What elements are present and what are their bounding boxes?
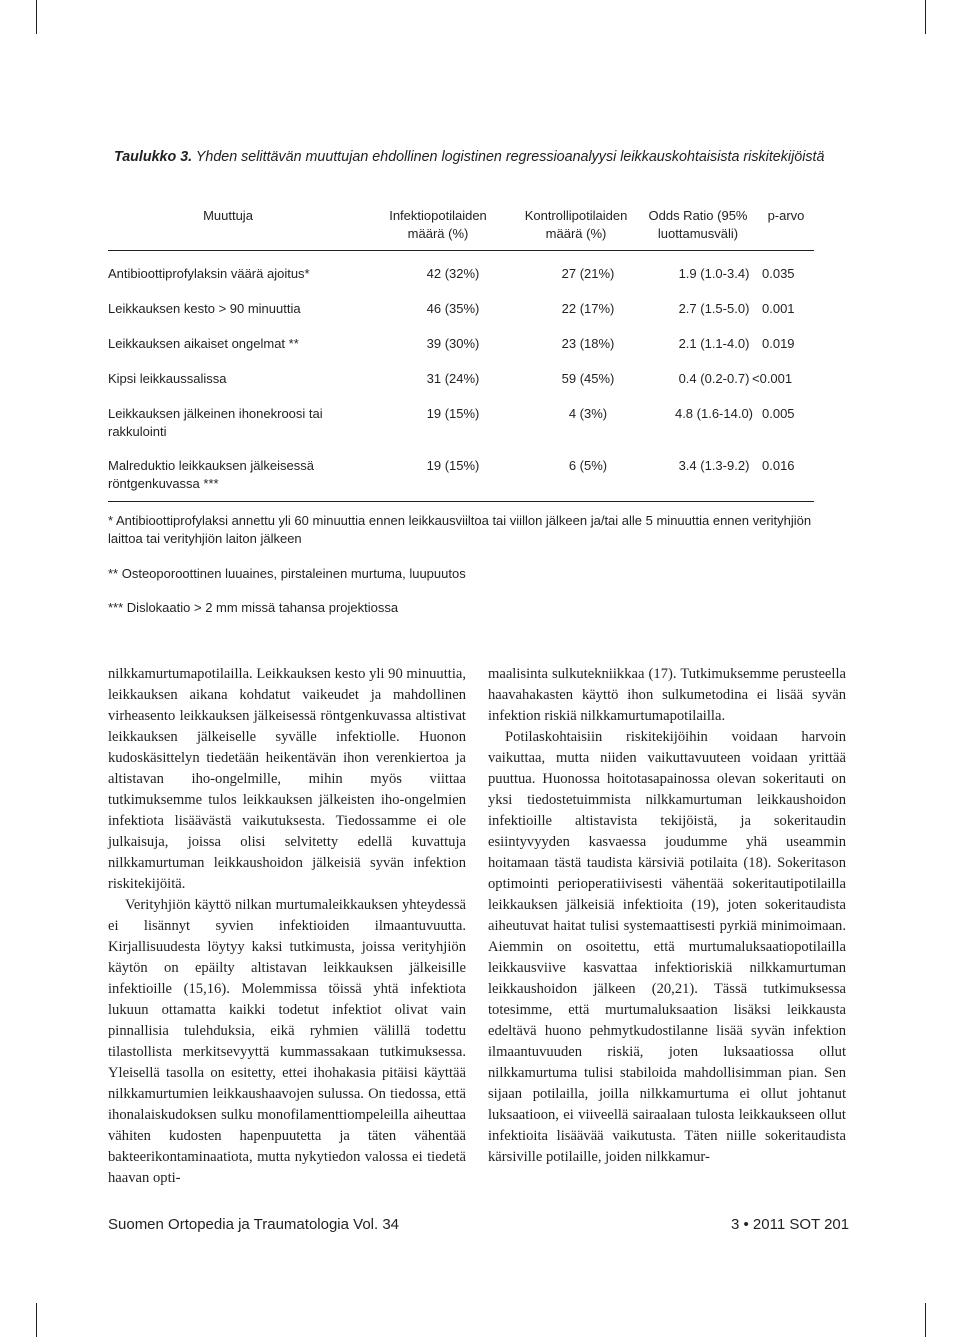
table-bottom-rule — [108, 501, 814, 502]
header-p-value: p-arvo — [767, 208, 805, 223]
paragraph: nilkkamurtumapotilailla. Leikkauksen kesto yli 90 minuuttia, leikkauksen aikana kohdatut vaikeudet ja mahdollinen virheasento leikkauksen jälkeisessä röntgenkuvassa altistivat leikkauksen jälkeiselle syvälle infektiolle. Huonon kudoskäsittelyn tiedetään heikentävän ihon verenkiertoa ja altistavan iho-ongelmille, mihin myös viittaa tutkimuksemme tulos leikkauksen jälkeisten iho-ongelmien infektiota lisäävästä vaikutuksesta. Tiedossamme ei ole julkaisuja, joissa olisi selvitetty edellä kuvattuja nilkkamurtuman leikkaushoidon jälkeisiä syvän infektion riskitekijöitä. — [108, 666, 466, 892]
table-top-rule — [108, 250, 814, 251]
row-p-value: 0.035 — [762, 266, 795, 281]
table-caption — [114, 149, 854, 165]
page-number: 3 • 2011 SOT 201 — [731, 1216, 850, 1233]
header-control-patients: Kontrollipotilaiden määrä (%) — [524, 208, 628, 241]
header-infection-patients: Infektiopotilaiden määrä (%) — [389, 208, 487, 241]
journal-footer: Suomen Ortopedia ja Traumatologia Vol. 34 — [108, 1216, 400, 1233]
row-infection: 46 (35%) — [426, 301, 480, 316]
table-header — [108, 200, 814, 250]
footnote: ** Osteoporoottinen luuaines, pirstaleinen murtuma, luupuutos — [108, 566, 466, 581]
crop-mark-top — [36, 0, 37, 34]
crop-mark-top — [925, 0, 926, 34]
row-label: Kipsi leikkaussalissa — [108, 371, 227, 386]
row-label: Leikkauksen kesto > 90 minuuttia — [108, 301, 301, 316]
row-odds-ratio: 2.7 (1.5-5.0) — [678, 301, 750, 316]
body-column-left — [108, 664, 466, 1189]
footnote: * Antibioottiprofylaksi annettu yli 60 minuuttia ennen leikkausviiltoa tai viillon jälkeen ja/tai alle 5 minuuttia ennen verityhjiön laittoa tai verityhjiön laiton jälkeen — [108, 513, 812, 546]
caption-label: Taulukko 3. — [114, 149, 193, 165]
row-odds-ratio: 1.9 (1.0-3.4) — [678, 266, 750, 281]
row-infection: 19 (15%) — [426, 458, 480, 473]
caption-text: Yhden selittävän muuttujan ehdollinen logistinen regressioanalyysi leikkauskohtaisista riskitekijöistä — [195, 149, 825, 165]
row-control: 6 (5%) — [568, 458, 608, 473]
paragraph: maalisinta sulkutekniikkaa (17). Tutkimuksemme perusteella haavahakasten käyttö ihon sulkumetodina ei lisää syvän infektion riskiä nilkkamurtumapotilailla. — [488, 666, 846, 724]
crop-mark-bottom — [36, 1303, 37, 1337]
footnote: *** Dislokaatio > 2 mm missä tahansa projektiossa — [108, 600, 399, 615]
header-odds-ratio: Odds Ratio (95% luottamusväli) — [648, 208, 748, 241]
row-label: Leikkauksen jälkeinen ihonekroosi tai rakkulointi — [108, 406, 323, 439]
table-footnotes — [108, 512, 818, 617]
row-odds-ratio: 3.4 (1.3-9.2) — [678, 458, 750, 473]
body-column-right — [488, 664, 846, 1168]
paragraph: Potilaskohtaisiin riskitekijöihin voidaan harvoin vaikuttaa, mutta niiden vaikuttavuuteen voidaan yrittää puuttua. Huonossa hoitotasapainossa olevan sokeritauti on yksi tiedostetuimmista nilkkamurtuman leikkaushoidon infektioille altistavista tekijöistä, ja sokeritaudin esiintyvyyden kasvaessa joudumme yhä useammin hoitamaan tästä taudista kärsiviä potilaita (18). Sokeritason optimointi perioperatiivisesti vähentää sokeritautipotilailla leikkauksen jälkeisiä infektioita (19), joten sokeritaudista aiheutuvat haitat tulisi systemaattisesti pyrkiä minimoimaan. Aiemmin on osoitettu, että murtumaluksaatiopotilailla leikkausviive kasvattaa infektioriskiä nilkkamurtuman leikkaushoidon jälkeen (20,21). Tässä tutkimuksessa totesimme, että murtumaluksaation lisäksi leikkausta edeltävä huono pehmytkudostilanne lisää syvän infektion ilmaantuvuuden riskiä, joten luksaatiossa ollut nilkkamurtuma tulisi stabiloida mahdollisimman pian. Sen sijaan potilailla, joilla nilkkamurtuma ei ollut johtanut luksaatioon, ei viiveellä sairaalaan tulosta leikkaukseen ollut infektioita lisäävää vaikutusta. Täten niille sokeritaudista kärsiville potilaille, joiden nilkkamur- — [488, 729, 846, 1165]
row-control: 4 (3%) — [568, 406, 608, 421]
row-infection: 42 (32%) — [426, 266, 480, 281]
row-odds-ratio: 0.4 (0.2-0.7) — [678, 371, 750, 386]
row-control: 27 (21%) — [561, 266, 615, 281]
row-control: 23 (18%) — [561, 336, 615, 351]
results-table — [108, 200, 814, 491]
paragraph: Verityhjiön käyttö nilkan murtumaleikkauksen yhteydessä ei lisännyt syvien infektioiden ilmaantuvuutta. Kirjallisuudesta löytyy kaksi tutkimusta, joissa verityhjiön käytön on epäilty altistavan leikkauksen jälkeisille infektioille (15,16). Molemmissa töissä yhtä infektiota lukuun ottamatta kaikki todetut infektiot olivat vain pinnallisia tulehduksia, eikä ryhmien välillä todettu tilastollista merkitsevyyttä kummassakaan tutkimuksessa. Yleisellä tasolla on esitetty, ettei ihohakasia pitäisi käyttää nilkkamurtumien leikkaushaavojen sulussa. On tiedossa, että ihonalaiskudoksen sulku monofilamenttiompeleilla aiheuttaa vähiten kudosten hapenpuutetta ja täten vähentää bakteerikontaminaatiota, mutta nykytiedon valossa ei tiedetä haavan opti- — [108, 897, 466, 1186]
row-odds-ratio: 2.1 (1.1-4.0) — [678, 336, 750, 351]
row-p-value: 0.016 — [762, 458, 795, 473]
row-control: 22 (17%) — [561, 301, 615, 316]
row-odds-ratio: 4.8 (1.6-14.0) — [674, 406, 754, 421]
row-p-value: 0.001 — [762, 301, 795, 316]
row-label: Antibioottiprofylaksin väärä ajoitus* — [108, 266, 310, 281]
row-infection: 31 (24%) — [426, 371, 480, 386]
row-p-value: 0.019 — [762, 336, 795, 351]
row-infection: 19 (15%) — [426, 406, 480, 421]
row-p-value: <0.001 — [752, 371, 793, 386]
row-infection: 39 (30%) — [426, 336, 480, 351]
row-control: 59 (45%) — [561, 371, 615, 386]
header-variable: Muuttuja — [203, 208, 253, 223]
row-label: Leikkauksen aikaiset ongelmat ** — [108, 336, 299, 351]
row-label: Malreduktio leikkauksen jälkeisessä röntgenkuvassa *** — [108, 458, 314, 491]
row-p-value: 0.005 — [762, 406, 795, 421]
crop-mark-bottom — [925, 1303, 926, 1337]
